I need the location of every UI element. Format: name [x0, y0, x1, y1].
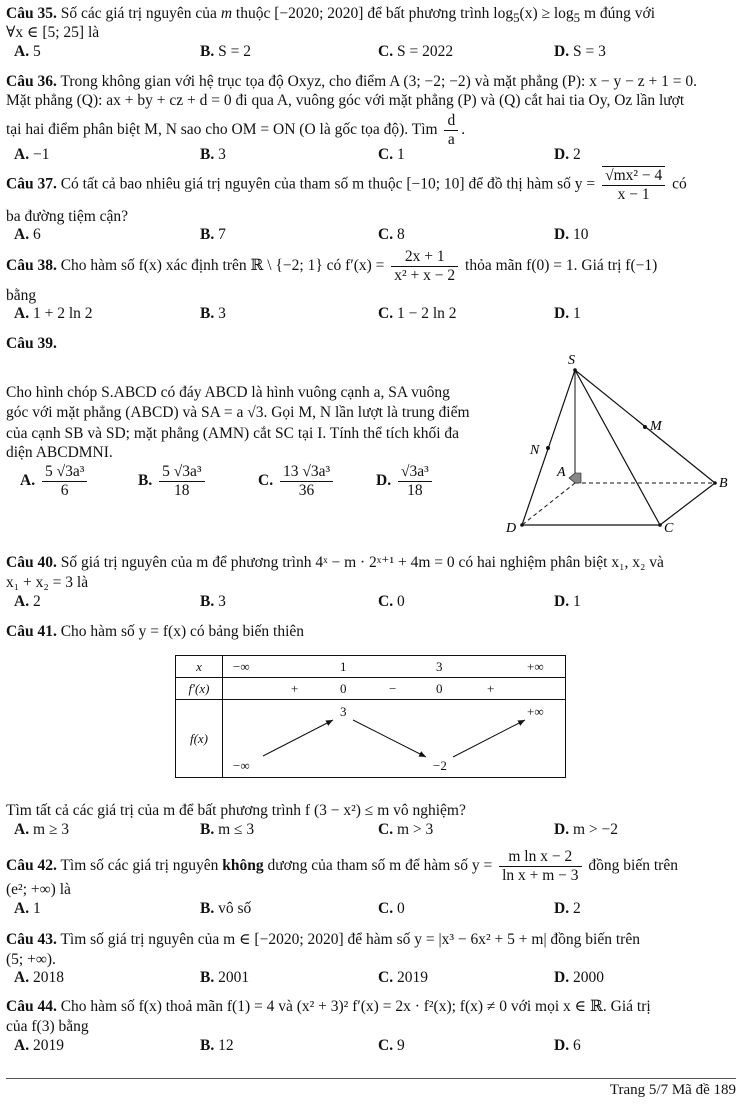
answer-a: A. 6 — [14, 226, 41, 243]
question-text: Có tất cả bao nhiêu giá trị nguyên của tham số m thuộc [−10; 10] để đồ thị hàm số y = — [60, 175, 596, 193]
question-37-line2: ba đường tiệm cận? — [6, 208, 129, 225]
question-text: đồng biến trên — [588, 857, 678, 875]
fraction: $\frac{\text{m ln x − 2}}{\text{ln x + m − 3}}$ — [499, 848, 581, 885]
question-number: Câu 41. — [6, 623, 57, 640]
question-41 — [6, 622, 736, 641]
point-m — [643, 425, 647, 429]
question-text: m đúng với — [580, 5, 656, 22]
answer-label: D. — [376, 472, 392, 490]
answer-b: B. 12 — [200, 1037, 234, 1054]
fraction: $\frac{\text{√mx² − 4}}{x - 1}$ — [602, 166, 665, 204]
answer-c: C. 8 — [378, 226, 405, 243]
question-43-line2: (5; +∞). — [6, 951, 56, 968]
answer-label: B. — [138, 472, 153, 490]
question-text: Cho hàm số y = f(x) có bảng biến thiên — [60, 623, 305, 640]
question-35: Câu 35. Số các giá trị nguyên của m thuộc [−2020; 2020] để bất phương trình $\log_5(x) \ge \log_5 m$ đúng với — [6, 5, 656, 26]
row-label-f: f(x) — [189, 730, 209, 746]
f-value: −∞ — [233, 758, 250, 773]
answer-d: D. 1 — [554, 305, 581, 322]
answer-d: D. 10 — [554, 226, 589, 243]
question-42-line2: (e²; +∞) là — [6, 881, 71, 898]
answer-a — [20, 463, 90, 500]
answer-d: D. 6 — [554, 1037, 581, 1054]
zero: 0 — [436, 681, 443, 696]
variation-arrows — [223, 700, 568, 778]
arrow-up — [453, 720, 525, 757]
answer-label: A. — [20, 472, 36, 490]
question-text: Tìm số các giá trị nguyên — [60, 857, 223, 875]
answer-c: C. 0 — [378, 593, 405, 610]
question-38 — [6, 248, 736, 285]
question-39-line3: của cạnh SB và SD; mặt phẳng (AMN) cắt SC tại I. Tính thể tích khối đa — [6, 425, 460, 442]
f-value: +∞ — [527, 704, 544, 719]
answer-d: D. 2 — [554, 146, 581, 163]
footer-divider — [6, 1078, 736, 1079]
question-number: Câu 35. — [6, 5, 57, 22]
x-value: 3 — [436, 659, 443, 674]
answer-a: A. 2019 — [14, 1037, 64, 1054]
table-row — [176, 656, 566, 678]
point-c — [658, 523, 662, 527]
question-number: Câu 37. — [6, 175, 57, 193]
answer-b: B. 3 — [200, 146, 226, 163]
sign: + — [291, 681, 299, 696]
right-angle-marker — [569, 473, 581, 483]
f-value: −2 — [433, 758, 447, 773]
question-number: Câu 44. — [6, 998, 57, 1015]
question-40 — [6, 553, 736, 572]
row-label-x: x — [196, 658, 202, 674]
table-row — [176, 700, 566, 778]
answer-b: B. m ≤ 3 — [200, 821, 255, 838]
question-number: Câu 40. — [6, 554, 57, 571]
question-number: Câu 39. — [6, 335, 57, 352]
answer-c: C. 2019 — [378, 969, 428, 986]
table-row — [176, 678, 566, 700]
fraction: $\frac{d}{a}$ — [444, 112, 458, 149]
point-d — [520, 523, 524, 527]
answer-c: C. 1 — [378, 146, 405, 163]
label-m: M — [650, 419, 662, 434]
variation-table — [175, 655, 566, 778]
label-a: A — [557, 465, 566, 480]
answer-d: D. 1 — [554, 593, 581, 610]
x-value: −∞ — [233, 659, 250, 674]
question-36-line3: tại hai điểm phân biệt M, N sao cho OM = ON (O là gốc tọa độ). Tìm $\frac{d}{a}$ . — [6, 112, 466, 148]
question-text: có — [672, 175, 687, 193]
question-39-line1: Cho hình chóp S.ABCD có đáy ABCD là hình vuông cạnh a, SA vuông — [6, 384, 450, 401]
edge-sc — [575, 370, 660, 525]
answer-b: B. vô số — [200, 900, 252, 917]
answer-c: C. m > 3 — [378, 821, 434, 838]
question-text: Cho hàm số f(x) thoả mãn f(1) = 4 và (x² + 3)² f′(x) = 2x · f²(x); f(x) ≠ 0 với mọi x ∈ ℝ. Giá trị — [60, 998, 651, 1015]
sign: − — [389, 681, 397, 696]
question-text: dương của tham số m để hàm số y = — [263, 857, 493, 875]
answer-b: B. 3 — [200, 305, 226, 322]
answer-d: D. S = 3 — [554, 43, 606, 60]
answer-c: C. 1 − 2 ln 2 — [378, 305, 457, 322]
answer-a: A. 1 + 2 ln 2 — [14, 305, 93, 322]
question-text: Số các giá trị nguyên của — [60, 5, 221, 22]
answer-c: C. 9 — [378, 1037, 405, 1054]
question-number: Câu 36. — [6, 73, 57, 90]
zero: 0 — [340, 681, 347, 696]
question-text: Cho hàm số f(x) xác định trên ℝ \ {−2; 1} có f′(x) = — [60, 257, 385, 275]
pyramid-figure — [500, 350, 740, 540]
point-s — [573, 368, 577, 372]
question-number: Câu 42. — [6, 857, 57, 875]
label-n: N — [530, 443, 540, 458]
question-number: Câu 38. — [6, 257, 57, 275]
answer-c: C. 0 — [378, 900, 405, 917]
fraction: $\frac{\text{√3a³}}{18}$ — [398, 463, 432, 500]
question-37 — [6, 166, 736, 204]
answer-c: C. S = 2022 — [378, 43, 454, 60]
answer-label: C. — [258, 472, 274, 490]
answer-d: D. 2 — [554, 900, 581, 917]
question-35-line2: ∀x ∈ [5; 25] là — [6, 24, 100, 41]
answer-c — [258, 463, 336, 500]
question-text: thuộc [−2020; 2020] để bất phương trình log — [232, 5, 514, 22]
question-36-line2: Mặt phẳng (Q): ax + by + cz + d = 0 đi qua A, vuông góc với mặt phẳng (P) và (Q) cắt hai tia Oy, Oz lần lượt — [6, 92, 685, 109]
answer-a: A. 2018 — [14, 969, 64, 986]
label-s: S — [568, 353, 575, 368]
question-43 — [6, 930, 736, 949]
bold-word: không — [222, 857, 264, 875]
answer-a: A. −1 — [14, 146, 50, 163]
label-c: C — [664, 521, 674, 536]
answer-a: A. 2 — [14, 593, 41, 610]
label-b: B — [719, 476, 728, 491]
answer-b: B. S = 2 — [200, 43, 251, 60]
question-text: Tìm số giá trị nguyên của m ∈ [−2020; 2020] để hàm số y = |x³ − 6x² + 5 + m| đồng biến trên — [60, 931, 640, 948]
page-footer: Trang 5/7 Mã đề 189 — [609, 1082, 736, 1098]
fraction: $\frac{\text{5 √3a³}}{18}$ — [159, 463, 204, 500]
fraction: $\frac{\text{13 √3a³}}{36}$ — [280, 463, 333, 500]
question-number: Câu 43. — [6, 931, 57, 948]
row-label-fprime: f′(x) — [188, 680, 210, 696]
question-36 — [6, 72, 736, 91]
f-values — [223, 700, 566, 778]
question-text: (x) ≥ log — [519, 5, 574, 22]
answer-d: D. 2000 — [554, 969, 604, 986]
question-text: Số giá trị nguyên của m để phương trình 4ˣ − m · 2ˣ⁺¹ + 4m = 0 có hai nghiệm phân biệt x₁, x₂ và — [60, 554, 664, 571]
question-text: thỏa mãn f(0) = 1. Giá trị f(−1) — [465, 257, 658, 275]
point-n — [546, 446, 550, 450]
fraction: $\frac{2x + 1}{\text{x² + x − 2}}$ — [391, 248, 458, 285]
edge-cb — [660, 483, 715, 525]
answer-b: B. 3 — [200, 593, 226, 610]
answer-b — [138, 463, 208, 500]
answer-b: B. 2001 — [200, 969, 250, 986]
x-value: +∞ — [527, 659, 544, 674]
arrow-up — [263, 720, 333, 756]
point-b — [713, 481, 717, 485]
sign: + — [487, 681, 495, 696]
question-text: tại hai điểm phân biệt M, N sao cho OM = ON (O là gốc tọa độ). Tìm — [6, 121, 438, 139]
answer-d — [376, 463, 435, 500]
x-value: 1 — [340, 659, 347, 674]
answer-b: B. 7 — [200, 226, 226, 243]
f-value: 3 — [340, 704, 347, 719]
question-38-line2: bằng — [6, 287, 37, 304]
answer-a: A. m ≥ 3 — [14, 821, 70, 838]
fraction: $\frac{\text{5 √3a³}}{6}$ — [42, 463, 87, 500]
question-41-prompt: Tìm tất cả các giá trị của m để bất phương trình f (3 − x²) ≤ m vô nghiệm? — [6, 802, 466, 819]
answer-a: A. 5 — [14, 43, 41, 60]
fprime-values — [223, 678, 566, 700]
question-40-line2: x₁ + x₂ = 3 là — [6, 574, 89, 591]
answer-a: A. 1 — [14, 900, 41, 917]
answer-d: D. m > −2 — [554, 821, 618, 838]
question-44-line2: của f(3) bằng — [6, 1018, 89, 1035]
arrow-down — [353, 720, 426, 757]
x-values — [223, 656, 566, 678]
question-39-line4: diện ABCDMNI. — [6, 444, 113, 461]
question-text: Trong không gian với hệ trục tọa độ Oxyz, cho điểm A (3; −2; −2) và mặt phẳng (P): x − y − z + 1 = 0. — [60, 73, 697, 90]
question-39-line2: góc với mặt phẳng (ABCD) và SA = a √3. Gọi M, N lần lượt là trung điểm — [6, 404, 470, 421]
label-d: D — [506, 521, 517, 536]
question-44 — [6, 997, 736, 1016]
edge-ad — [522, 483, 575, 525]
